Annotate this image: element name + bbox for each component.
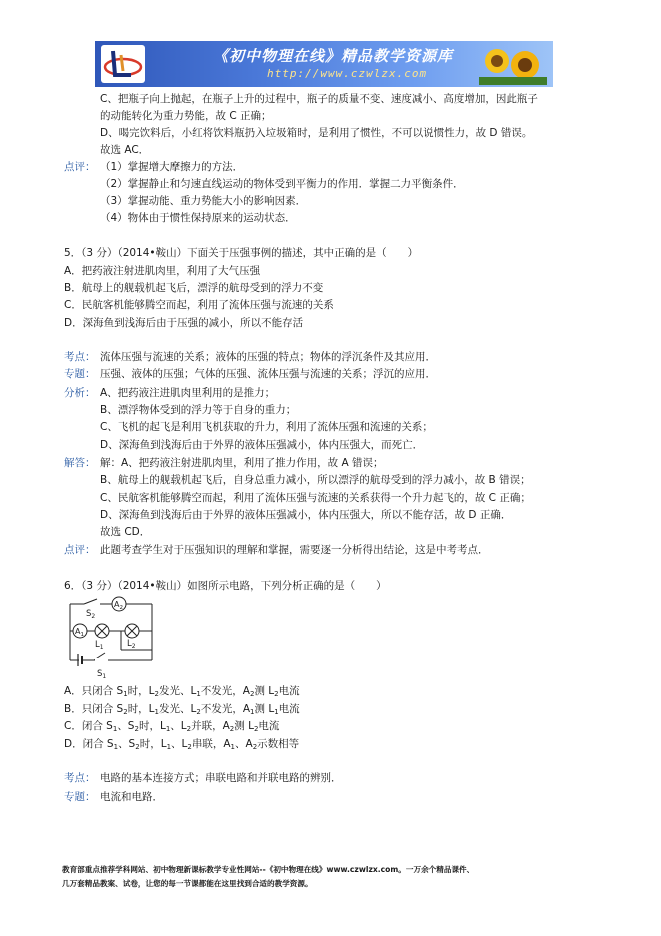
q5-zhuanti: 压强、液体的压强；气体的压强、流体压强与流速的关系；浮沉的应用． bbox=[100, 368, 436, 380]
banner-url: http://www.czwlzx.com bbox=[267, 67, 428, 80]
circuit-label-s2: $S_2$ bbox=[86, 609, 96, 620]
q4-answer: 故选 AC． bbox=[100, 144, 150, 156]
q6-kaodian: 电路的基本连接方式；串联电路和并联电路的辨别． bbox=[100, 772, 342, 784]
q5-jieda-d: D、深海鱼到浅海后由于外界的液体压强减小，体内压强大，所以不能存活，故 D 正确． bbox=[100, 509, 512, 521]
q5-kaodian-label: 考点： bbox=[64, 351, 96, 363]
q5-fenxi-a: A、把药液注进肌肉里利用的是推力； bbox=[100, 387, 276, 399]
circuit-label-l1: $L_1$ bbox=[95, 640, 104, 651]
banner-title: 《初中物理在线》精品教学资源库 bbox=[213, 47, 454, 65]
q4-comment-1: （1）掌握增大摩擦力的方法． bbox=[100, 161, 244, 173]
circuit-label-a1: $A_1$ bbox=[75, 627, 84, 638]
sunflower-icon bbox=[479, 43, 547, 85]
q5-dianping: 此题考查学生对于压强知识的理解和掌握，需要逐一分析得出结论，这是中考考点． bbox=[100, 544, 489, 556]
q5-fenxi-d: D、深海鱼到浅海后由于外界的液体压强减小，体内压强大，而死亡． bbox=[100, 439, 424, 451]
q5-answer: 故选 CD． bbox=[100, 526, 151, 538]
site-logo bbox=[101, 45, 145, 83]
q6-option-d: D．闭合 S1、S2时，L1、L2串联，A1、A2示数相等 bbox=[64, 738, 300, 751]
q4-comment-4: （4）物体由于惯性保持原来的运动状态． bbox=[100, 212, 296, 224]
q5-stem: 5．（3 分）（2014•鞍山）下面关于压强事例的描述，其中正确的是（ ） bbox=[64, 247, 419, 259]
q5-fenxi-c: C、飞机的起飞是利用飞机获取的升力，利用了流体压强和流速的关系； bbox=[100, 421, 433, 433]
q5-fenxi-b: B、漂浮物体受到的浮力等于自身的重力； bbox=[100, 404, 297, 416]
q5-option-c: C．民航客机能够腾空而起，利用了流体压强与流速的关系 bbox=[64, 299, 334, 311]
q5-zhuanti-label: 专题： bbox=[64, 368, 96, 380]
q5-option-d: D．深海鱼到浅海后由于压强的减小，所以不能存活 bbox=[64, 317, 304, 329]
q5-option-a: A．把药液注射进肌肉里，利用了大气压强 bbox=[64, 265, 261, 277]
q6-kaodian-label: 考点： bbox=[64, 772, 96, 784]
q4-option-c-analysis-line2: 的动能转化为重力势能，故 C 正确； bbox=[100, 110, 272, 122]
q4-option-d-analysis: D、喝完饮料后，小红将饮料瓶扔入垃圾箱时，是利用了惯性，不可以说惯性力，故 D 错误。 bbox=[100, 127, 533, 139]
q4-comment-2: （2）掌握静止和匀速直线运动的物体受到平衡力的作用．掌握二力平衡条件． bbox=[100, 178, 464, 190]
q6-option-a: A．只闭合 S1时，L2发光、L1不发光，A2测 L2电流 bbox=[64, 685, 300, 698]
header-banner bbox=[95, 41, 553, 87]
q4-option-c-analysis-line1: C、把瓶子向上抛起，在瓶子上升的过程中，瓶子的质量不变、速度减小、高度增加，因此瓶子 bbox=[100, 93, 538, 105]
q5-jieda-a: 解：A、把药液注射进肌肉里，利用了推力作用，故 A 错误； bbox=[100, 457, 384, 469]
circuit-diagram bbox=[64, 594, 156, 680]
q6-option-c: C．闭合 S1、S2时，L1、L2并联，A2测 L2电流 bbox=[64, 720, 280, 733]
q4-comment-label: 点评： bbox=[64, 161, 96, 173]
footer-line-2: 几万套精品教案、试卷，让您的每一节课都能在这里找到合适的教学资源。 bbox=[62, 879, 313, 888]
q5-dianping-label: 点评： bbox=[64, 544, 96, 556]
q5-jieda-b: B、航母上的舰载机起飞后，自身总重力减小，所以漂浮的航母受到的浮力减小，故 B 错误； bbox=[100, 474, 531, 486]
circuit-label-a2: $A_2$ bbox=[114, 600, 123, 611]
circuit-label-s1: $S_1$ bbox=[97, 669, 107, 680]
q5-kaodian: 流体压强与流速的关系；液体的压强的特点；物体的浮沉条件及其应用． bbox=[100, 351, 436, 363]
q6-zhuanti: 电流和电路． bbox=[100, 791, 163, 803]
q5-fenxi-label: 分析： bbox=[64, 387, 96, 399]
q6-stem: 6．（3 分）（2014•鞍山）如图所示电路，下列分析正确的是（ ） bbox=[64, 580, 387, 592]
q5-jieda-c: C、民航客机能够腾空而起，利用了流体压强与流速的关系获得一个升力起飞的，故 C 正确； bbox=[100, 492, 531, 504]
footer-line-1: 教育部重点推荐学科网站、初中物理新课标教学专业性网站--《初中物理在线》www.czwlzx.com。一万余个精品课件、 bbox=[62, 865, 475, 874]
q6-option-b: B．只闭合 S2时，L1发光、L2不发光，A1测 L1电流 bbox=[64, 703, 300, 716]
q5-jieda-label: 解答： bbox=[64, 457, 96, 469]
q6-zhuanti-label: 专题： bbox=[64, 791, 96, 803]
circuit-label-l2: $L_2$ bbox=[127, 639, 136, 650]
q4-comment-3: （3）掌握动能、重力势能大小的影响因素． bbox=[100, 195, 307, 207]
q5-option-b: B．航母上的舰载机起飞后，漂浮的航母受到的浮力不变 bbox=[64, 282, 324, 294]
